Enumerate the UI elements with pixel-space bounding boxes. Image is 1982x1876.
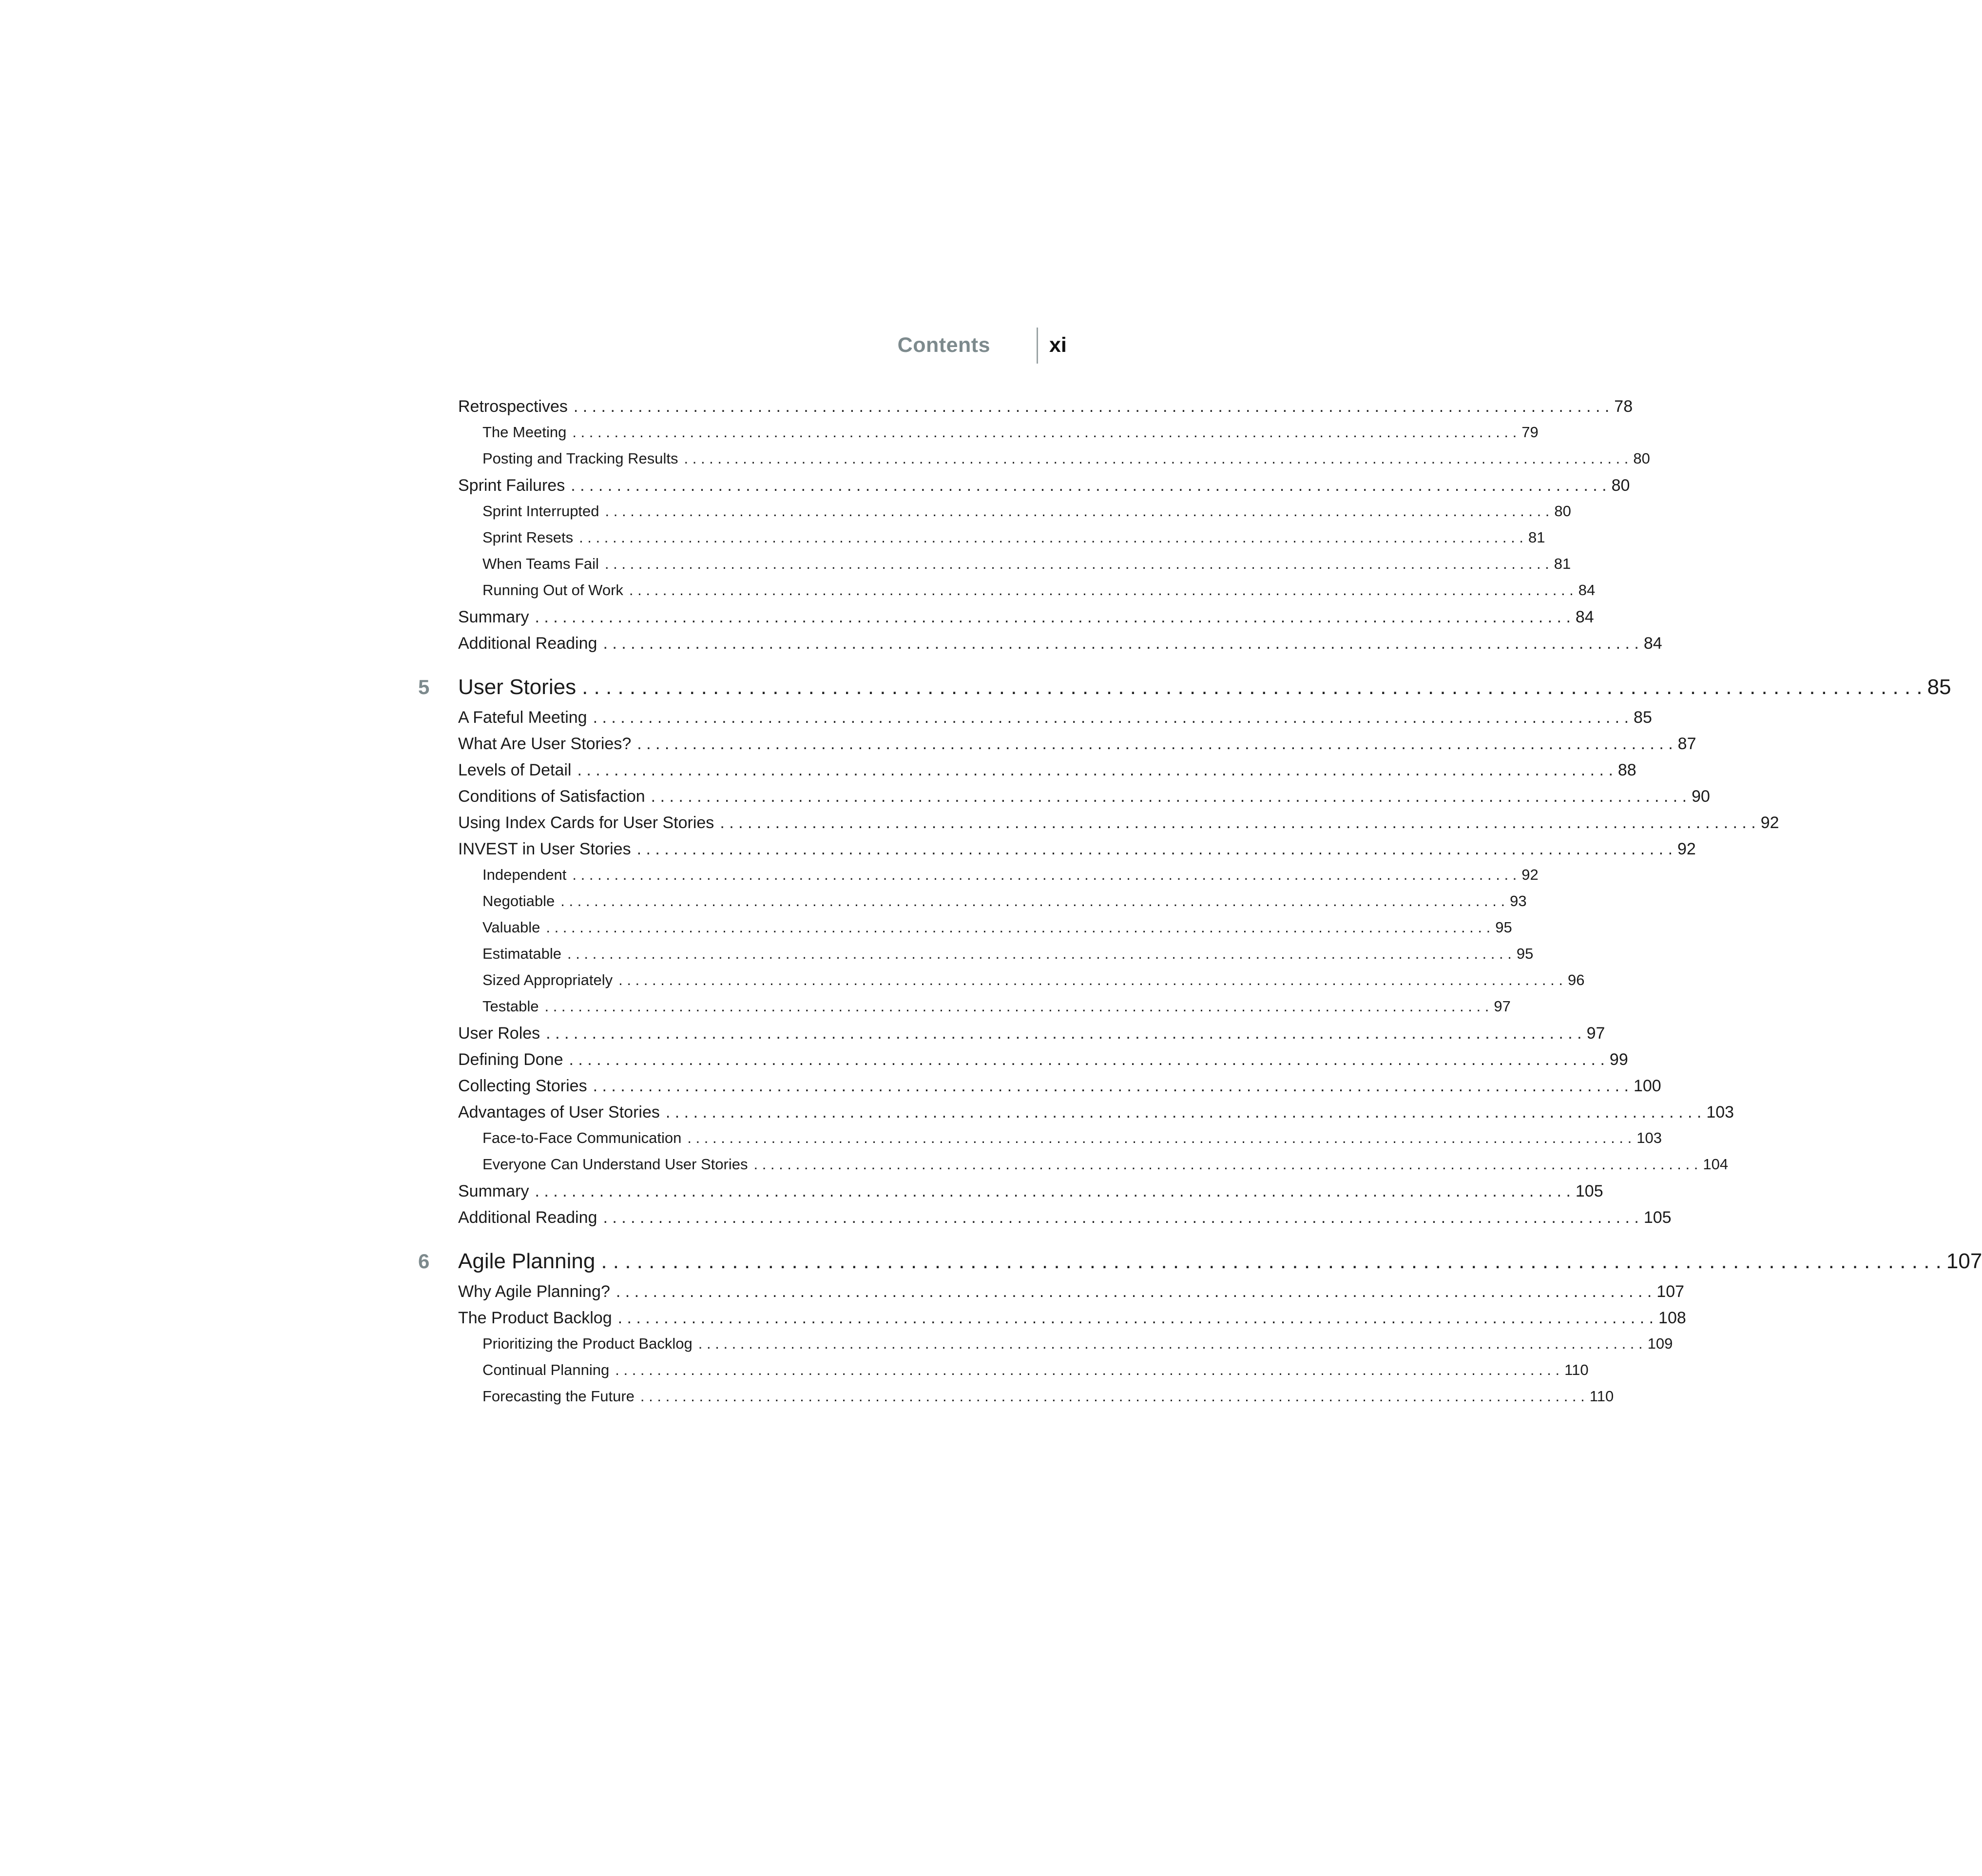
dot-leader: . . . . . . . . . . . . . . . . . . . . . . . . . . . . . . . . . . . . . . . . . . . . . . . . . . . . . . . . . . . . . . . . . . . . . . . . . . . . . . . . . . . . . . . . . . . . . . . . . . . . . . . . . . . . . . . . . — [569, 1050, 1605, 1069]
toc-entry-page: 85 — [1927, 675, 1951, 699]
toc-entry-page: 87 — [1677, 735, 1696, 753]
running-head — [897, 328, 1067, 367]
dot-leader: . . . . . . . . . . . . . . . . . . . . . . . . . . . . . . . . . . . . . . . . . . . . . . . . . . . . . . . . . . . . . . . . . . . . . . . . . . . . . . . . . . . . . . . . . . . . . . . . . . . . . . . . . . . . . . . . . — [577, 761, 1613, 779]
dot-leader: . . . . . . . . . . . . . . . . . . . . . . . . . . . . . . . . . . . . . . . . . . . . . . . . . . . . . . . . . . . . . . . . . . . . . . . . . . . . . . . . . . . . . . . . . . . . . . . . . . . . . . . . . . . . . . . . . — [546, 919, 1491, 936]
toc-entry-title: Forecasting the Future — [482, 1388, 635, 1405]
toc-subsection-entry[interactable] — [482, 996, 1511, 1017]
toc-entry-title: Retrospectives — [458, 397, 568, 416]
dot-leader: . . . . . . . . . . . . . . . . . . . . . . . . . . . . . . . . . . . . . . . . . . . . . . . . . . . . . . . . . . . . . . . . . . . . . . . . . . . . . . . . . . . . . . . . . . . . . . . . . . . . . . . . . . . . . . . . . — [604, 555, 1549, 572]
toc-entry-page: 81 — [1528, 529, 1545, 546]
toc-section-entry[interactable] — [458, 838, 1696, 860]
toc-entry-title: Independent — [482, 866, 567, 883]
dot-leader: . . . . . . . . . . . . . . . . . . . . . . . . . . . . . . . . . . . . . . . . . . . . . . . . . . . . . . . . . . . . . . . . . . . . . . . . . . . . . . . . . . . . . . . . . . . . . . . . . . . . . . . . . . . . . . . . . — [572, 866, 1517, 883]
dot-leader: . . . . . . . . . . . . . . . . . . . . . . . . . . . . . . . . . . . . . . . . . . . . . . . . . . . . . . . . . . . . . . . . . . . . . . . . . . . . . . . . . . . . . . . . . . . . . . . . . . . . . . . . . . . . . . . . . — [753, 1156, 1698, 1173]
dot-leader: . . . . . . . . . . . . . . . . . . . . . . . . . . . . . . . . . . . . . . . . . . . . . . . . . . . . . . . . . . . . . . . . . . . . . . . . . . . . . . . . . . . . . . . . . . . . . . . . . . . . . . . . . . . . . . . . . — [582, 675, 1923, 699]
toc-subsection-entry[interactable] — [482, 1154, 1729, 1175]
toc-entry-title: Estimatable — [482, 945, 561, 962]
toc-entry-page: 95 — [1516, 945, 1534, 962]
toc-entry-page: 109 — [1647, 1335, 1673, 1352]
chapter-number: 6 — [418, 1250, 430, 1273]
chapter-number: 5 — [418, 676, 430, 698]
dot-leader: . . . . . . . . . . . . . . . . . . . . . . . . . . . . . . . . . . . . . . . . . . . . . . . . . . . . . . . . . . . . . . . . . . . . . . . . . . . . . . . . . . . . . . . . . . . . . . . . . . . . . . . . . . . . . . . . . — [571, 476, 1607, 495]
toc-entry-page: 85 — [1634, 708, 1652, 727]
toc-entry-title: Additional Reading — [458, 634, 597, 653]
dot-leader: . . . . . . . . . . . . . . . . . . . . . . . . . . . . . . . . . . . . . . . . . . . . . . . . . . . . . . . . . . . . . . . . . . . . . . . . . . . . . . . . . . . . . . . . . . . . . . . . . . . . . . . . . . . . . . . . . — [572, 424, 1517, 441]
toc-entry-page: 90 — [1692, 787, 1710, 806]
toc-entry-title: Collecting Stories — [458, 1077, 587, 1095]
dot-leader: . . . . . . . . . . . . . . . . . . . . . . . . . . . . . . . . . . . . . . . . . . . . . . . . . . . . . . . . . . . . . . . . . . . . . . . . . . . . . . . . . . . . . . . . . . . . . . . . . . . . . . . . . . . . . . . . . — [544, 998, 1489, 1015]
toc-entry-page: 93 — [1510, 892, 1527, 909]
dot-leader: . . . . . . . . . . . . . . . . . . . . . . . . . . . . . . . . . . . . . . . . . . . . . . . . . . . . . . . . . . . . . . . . . . . . . . . . . . . . . . . . . . . . . . . . . . . . . . . . . . . . . . . . . . . . . . . . . — [637, 735, 1673, 753]
dot-leader: . . . . . . . . . . . . . . . . . . . . . . . . . . . . . . . . . . . . . . . . . . . . . . . . . . . . . . . . . . . . . . . . . . . . . . . . . . . . . . . . . . . . . . . . . . . . . . . . . . . . . . . . . . . . . . . . . — [546, 1024, 1582, 1043]
toc-entry-title: Continual Planning — [482, 1361, 610, 1378]
toc-entry-page: 78 — [1614, 397, 1633, 416]
toc-subsection-entry[interactable] — [482, 580, 1596, 600]
toc-entry-page: 80 — [1611, 476, 1630, 495]
toc-entry-page: 80 — [1554, 503, 1571, 520]
toc-entry-page: 84 — [1643, 634, 1662, 653]
toc-entry-title: Conditions of Satisfaction — [458, 787, 645, 806]
toc-subsection-entry[interactable] — [482, 891, 1527, 911]
toc-entry-page: 105 — [1575, 1182, 1603, 1200]
toc-entry-page: 92 — [1521, 866, 1539, 883]
toc-entry-title: Sprint Resets — [482, 529, 574, 546]
toc-entry-page: 88 — [1617, 761, 1636, 779]
toc-entry-page: 84 — [1575, 608, 1594, 626]
toc-entry-title: When Teams Fail — [482, 555, 599, 572]
toc-entry-title: Additional Reading — [458, 1208, 597, 1227]
toc-entry-title: Prioritizing the Product Backlog — [482, 1335, 693, 1352]
dot-leader: . . . . . . . . . . . . . . . . . . . . . . . . . . . . . . . . . . . . . . . . . . . . . . . . . . . . . . . . . . . . . . . . . . . . . . . . . . . . . . . . . . . . . . . . . . . . . . . . . . . . . . . . . . . . . . . . . — [615, 1361, 1560, 1378]
dot-leader: . . . . . . . . . . . . . . . . . . . . . . . . . . . . . . . . . . . . . . . . . . . . . . . . . . . . . . . . . . . . . . . . . . . . . . . . . . . . . . . . . . . . . . . . . . . . . . . . . . . . . . . . . . . . . . . . . — [603, 1208, 1639, 1227]
toc-entry-title: Valuable — [482, 919, 540, 936]
toc-entry-title: Sized Appropriately — [482, 971, 613, 988]
dot-leader: . . . . . . . . . . . . . . . . . . . . . . . . . . . . . . . . . . . . . . . . . . . . . . . . . . . . . . . . . . . . . . . . . . . . . . . . . . . . . . . . . . . . . . . . . . . . . . . . . . . . . . . . . . . . . . . . . — [616, 1282, 1652, 1301]
dot-leader: . . . . . . . . . . . . . . . . . . . . . . . . . . . . . . . . . . . . . . . . . . . . . . . . . . . . . . . . . . . . . . . . . . . . . . . . . . . . . . . . . . . . . . . . . . . . . . . . . . . . . . . . . . . . . . . . . — [567, 945, 1512, 962]
toc-subsection-entry[interactable] — [482, 865, 1539, 885]
toc-entry-title: User Stories — [458, 675, 577, 699]
toc-entry-page: 79 — [1521, 424, 1539, 441]
toc-entry-page: 84 — [1578, 581, 1596, 599]
toc-section-entry[interactable] — [458, 759, 1636, 781]
toc-subsection-entry[interactable] — [482, 422, 1539, 443]
dot-leader: . . . . . . . . . . . . . . . . . . . . . . . . . . . . . . . . . . . . . . . . . . . . . . . . . . . . . . . . . . . . . . . . . . . . . . . . . . . . . . . . . . . . . . . . . . . . . . . . . . . . . . . . . . . . . . . . . — [720, 813, 1756, 832]
toc-entry-title: A Fateful Meeting — [458, 708, 587, 727]
dot-leader: . . . . . . . . . . . . . . . . . . . . . . . . . . . . . . . . . . . . . . . . . . . . . . . . . . . . . . . . . . . . . . . . . . . . . . . . . . . . . . . . . . . . . . . . . . . . . . . . . . . . . . . . . . . . . . . . . — [593, 708, 1629, 727]
dot-leader: . . . . . . . . . . . . . . . . . . . . . . . . . . . . . . . . . . . . . . . . . . . . . . . . . . . . . . . . . . . . . . . . . . . . . . . . . . . . . . . . . . . . . . . . . . . . . . . . . . . . . . . . . . . . . . . . . — [579, 529, 1523, 546]
running-head-section: Contents — [897, 333, 990, 357]
toc-chapter-entry[interactable] — [458, 1247, 1982, 1276]
toc-entry-title: Why Agile Planning? — [458, 1282, 610, 1301]
toc-section-entry[interactable] — [458, 606, 1594, 628]
toc-section-entry[interactable] — [458, 1075, 1661, 1097]
dot-leader: . . . . . . . . . . . . . . . . . . . . . . . . . . . . . . . . . . . . . . . . . . . . . . . . . . . . . . . . . . . . . . . . . . . . . . . . . . . . . . . . . . . . . . . . . . . . . . . . . . . . . . . . . . . . . . . . . — [535, 608, 1571, 626]
toc-entry-page: 81 — [1554, 555, 1571, 572]
dot-leader: . . . . . . . . . . . . . . . . . . . . . . . . . . . . . . . . . . . . . . . . . . . . . . . . . . . . . . . . . . . . . . . . . . . . . . . . . . . . . . . . . . . . . . . . . . . . . . . . . . . . . . . . . . . . . . . . . — [687, 1129, 1632, 1146]
toc-subsection-entry[interactable] — [482, 970, 1585, 990]
dot-leader: . . . . . . . . . . . . . . . . . . . . . . . . . . . . . . . . . . . . . . . . . . . . . . . . . . . . . . . . . . . . . . . . . . . . . . . . . . . . . . . . . . . . . . . . . . . . . . . . . . . . . . . . . . . . . . . . . — [698, 1335, 1643, 1352]
toc-subsection-entry[interactable] — [482, 1386, 1614, 1407]
toc-entry-title: Running Out of Work — [482, 581, 623, 599]
toc-entry-page: 99 — [1609, 1050, 1628, 1069]
toc-entry-title: Summary — [458, 608, 529, 626]
toc-entry-title: Agile Planning — [458, 1249, 596, 1273]
toc-entry-title: Levels of Detail — [458, 761, 572, 779]
toc-subsection-entry[interactable] — [482, 1360, 1589, 1380]
toc-entry-title: Posting and Tracking Results — [482, 450, 678, 467]
toc-subsection-entry[interactable] — [482, 1128, 1662, 1148]
toc-section-entry[interactable] — [458, 1023, 1605, 1044]
toc-entry-title: Using Index Cards for User Stories — [458, 813, 714, 832]
toc-section-entry[interactable] — [458, 1180, 1603, 1202]
toc-entry-title: The Product Backlog — [458, 1309, 612, 1327]
dot-leader: . . . . . . . . . . . . . . . . . . . . . . . . . . . . . . . . . . . . . . . . . . . . . . . . . . . . . . . . . . . . . . . . . . . . . . . . . . . . . . . . . . . . . . . . . . . . . . . . . . . . . . . . . . . . . . . . . — [636, 840, 1673, 858]
toc-section-entry[interactable] — [458, 707, 1652, 728]
toc-section-entry[interactable] — [458, 1102, 1734, 1123]
dot-leader: . . . . . . . . . . . . . . . . . . . . . . . . . . . . . . . . . . . . . . . . . . . . . . . . . . . . . . . . . . . . . . . . . . . . . . . . . . . . . . . . . . . . . . . . . . . . . . . . . . . . . . . . . . . . . . . . . — [560, 892, 1505, 909]
running-head-rule — [1037, 328, 1038, 364]
dot-leader: . . . . . . . . . . . . . . . . . . . . . . . . . . . . . . . . . . . . . . . . . . . . . . . . . . . . . . . . . . . . . . . . . . . . . . . . . . . . . . . . . . . . . . . . . . . . . . . . . . . . . . . . . . . . . . . . . — [629, 581, 1574, 599]
toc-section-entry[interactable] — [458, 633, 1662, 654]
toc-entry-page: 92 — [1677, 840, 1696, 858]
toc-entry-title: Everyone Can Understand User Stories — [482, 1156, 748, 1173]
toc-entry-title: User Roles — [458, 1024, 540, 1043]
toc-chapter-entry[interactable] — [458, 673, 1951, 701]
toc-entry-title: Defining Done — [458, 1050, 563, 1069]
toc-section-entry[interactable] — [458, 396, 1633, 417]
toc-subsection-entry[interactable] — [482, 1334, 1673, 1354]
toc-entry-page: 110 — [1589, 1388, 1614, 1405]
toc-entry-page: 108 — [1658, 1309, 1686, 1327]
toc-subsection-entry[interactable] — [482, 554, 1571, 574]
toc-entry-page: 80 — [1633, 450, 1650, 467]
toc-entry-page: 96 — [1568, 971, 1585, 988]
dot-leader: . . . . . . . . . . . . . . . . . . . . . . . . . . . . . . . . . . . . . . . . . . . . . . . . . . . . . . . . . . . . . . . . . . . . . . . . . . . . . . . . . . . . . . . . . . . . . . . . . . . . . . . . . . . . . . . . . — [651, 787, 1687, 806]
dot-leader: . . . . . . . . . . . . . . . . . . . . . . . . . . . . . . . . . . . . . . . . . . . . . . . . . . . . . . . . . . . . . . . . . . . . . . . . . . . . . . . . . . . . . . . . . . . . . . . . . . . . . . . . . . . . . . . . . — [601, 1249, 1942, 1273]
dot-leader: . . . . . . . . . . . . . . . . . . . . . . . . . . . . . . . . . . . . . . . . . . . . . . . . . . . . . . . . . . . . . . . . . . . . . . . . . . . . . . . . . . . . . . . . . . . . . . . . . . . . . . . . . . . . . . . . . — [605, 503, 1550, 520]
dot-leader: . . . . . . . . . . . . . . . . . . . . . . . . . . . . . . . . . . . . . . . . . . . . . . . . . . . . . . . . . . . . . . . . . . . . . . . . . . . . . . . . . . . . . . . . . . . . . . . . . . . . . . . . . . . . . . . . . — [640, 1388, 1585, 1405]
toc-subsection-entry[interactable] — [482, 944, 1534, 964]
toc-entry-title: What Are User Stories? — [458, 735, 632, 753]
dot-leader: . . . . . . . . . . . . . . . . . . . . . . . . . . . . . . . . . . . . . . . . . . . . . . . . . . . . . . . . . . . . . . . . . . . . . . . . . . . . . . . . . . . . . . . . . . . . . . . . . . . . . . . . . . . . . . . . . — [535, 1182, 1571, 1200]
dot-leader: . . . . . . . . . . . . . . . . . . . . . . . . . . . . . . . . . . . . . . . . . . . . . . . . . . . . . . . . . . . . . . . . . . . . . . . . . . . . . . . . . . . . . . . . . . . . . . . . . . . . . . . . . . . . . . . . . — [618, 971, 1563, 988]
toc-entry-page: 103 — [1706, 1103, 1734, 1122]
toc-entry-page: 107 — [1656, 1282, 1685, 1301]
toc-entry-page: 97 — [1586, 1024, 1605, 1043]
toc-entry-title: Negotiable — [482, 892, 555, 909]
toc-entry-page: 100 — [1633, 1077, 1661, 1095]
toc-entry-page: 103 — [1636, 1129, 1662, 1146]
toc-entry-title: Sprint Failures — [458, 476, 565, 495]
toc-entry-title: The Meeting — [482, 424, 567, 441]
toc-entry-title: Summary — [458, 1182, 529, 1200]
toc-section-entry[interactable] — [458, 1049, 1628, 1070]
dot-leader: . . . . . . . . . . . . . . . . . . . . . . . . . . . . . . . . . . . . . . . . . . . . . . . . . . . . . . . . . . . . . . . . . . . . . . . . . . . . . . . . . . . . . . . . . . . . . . . . . . . . . . . . . . . . . . . . . — [617, 1309, 1654, 1327]
toc-entry-title: Face-to-Face Communication — [482, 1129, 682, 1146]
toc-entry-page: 104 — [1703, 1156, 1729, 1173]
toc-subsection-entry[interactable] — [482, 448, 1650, 469]
page-number: xi — [1049, 333, 1067, 357]
toc-entry-page: 92 — [1760, 813, 1779, 832]
toc-entry-title: INVEST in User Stories — [458, 840, 631, 858]
toc-entry-title: Advantages of User Stories — [458, 1103, 660, 1122]
toc-entry-page: 105 — [1643, 1208, 1672, 1227]
toc-section-entry[interactable] — [458, 786, 1710, 807]
toc-subsection-entry[interactable] — [482, 527, 1545, 548]
dot-leader: . . . . . . . . . . . . . . . . . . . . . . . . . . . . . . . . . . . . . . . . . . . . . . . . . . . . . . . . . . . . . . . . . . . . . . . . . . . . . . . . . . . . . . . . . . . . . . . . . . . . . . . . . . . . . . . . . — [573, 397, 1610, 416]
toc-entry-page: 95 — [1495, 919, 1512, 936]
toc-subsection-entry[interactable] — [482, 501, 1571, 522]
toc-entry-page: 97 — [1494, 998, 1511, 1015]
toc-section-entry[interactable] — [458, 1281, 1685, 1302]
dot-leader: . . . . . . . . . . . . . . . . . . . . . . . . . . . . . . . . . . . . . . . . . . . . . . . . . . . . . . . . . . . . . . . . . . . . . . . . . . . . . . . . . . . . . . . . . . . . . . . . . . . . . . . . . . . . . . . . . — [593, 1077, 1629, 1095]
toc-section-entry[interactable] — [458, 733, 1696, 754]
toc-subsection-entry[interactable] — [482, 917, 1512, 938]
dot-leader: . . . . . . . . . . . . . . . . . . . . . . . . . . . . . . . . . . . . . . . . . . . . . . . . . . . . . . . . . . . . . . . . . . . . . . . . . . . . . . . . . . . . . . . . . . . . . . . . . . . . . . . . . . . . . . . . . — [603, 634, 1639, 653]
dot-leader: . . . . . . . . . . . . . . . . . . . . . . . . . . . . . . . . . . . . . . . . . . . . . . . . . . . . . . . . . . . . . . . . . . . . . . . . . . . . . . . . . . . . . . . . . . . . . . . . . . . . . . . . . . . . . . . . . — [665, 1103, 1702, 1122]
toc-entry-title: Sprint Interrupted — [482, 503, 599, 520]
toc-section-entry[interactable] — [458, 1207, 1672, 1228]
toc-entry-page: 107 — [1946, 1249, 1982, 1273]
dot-leader: . . . . . . . . . . . . . . . . . . . . . . . . . . . . . . . . . . . . . . . . . . . . . . . . . . . . . . . . . . . . . . . . . . . . . . . . . . . . . . . . . . . . . . . . . . . . . . . . . . . . . . . . . . . . . . . . . — [684, 450, 1629, 467]
toc-entry-title: Testable — [482, 998, 539, 1015]
toc-section-entry[interactable] — [458, 812, 1779, 833]
toc-section-entry[interactable] — [458, 1307, 1686, 1329]
toc-section-entry[interactable] — [458, 475, 1630, 496]
toc-entry-page: 110 — [1564, 1361, 1589, 1378]
